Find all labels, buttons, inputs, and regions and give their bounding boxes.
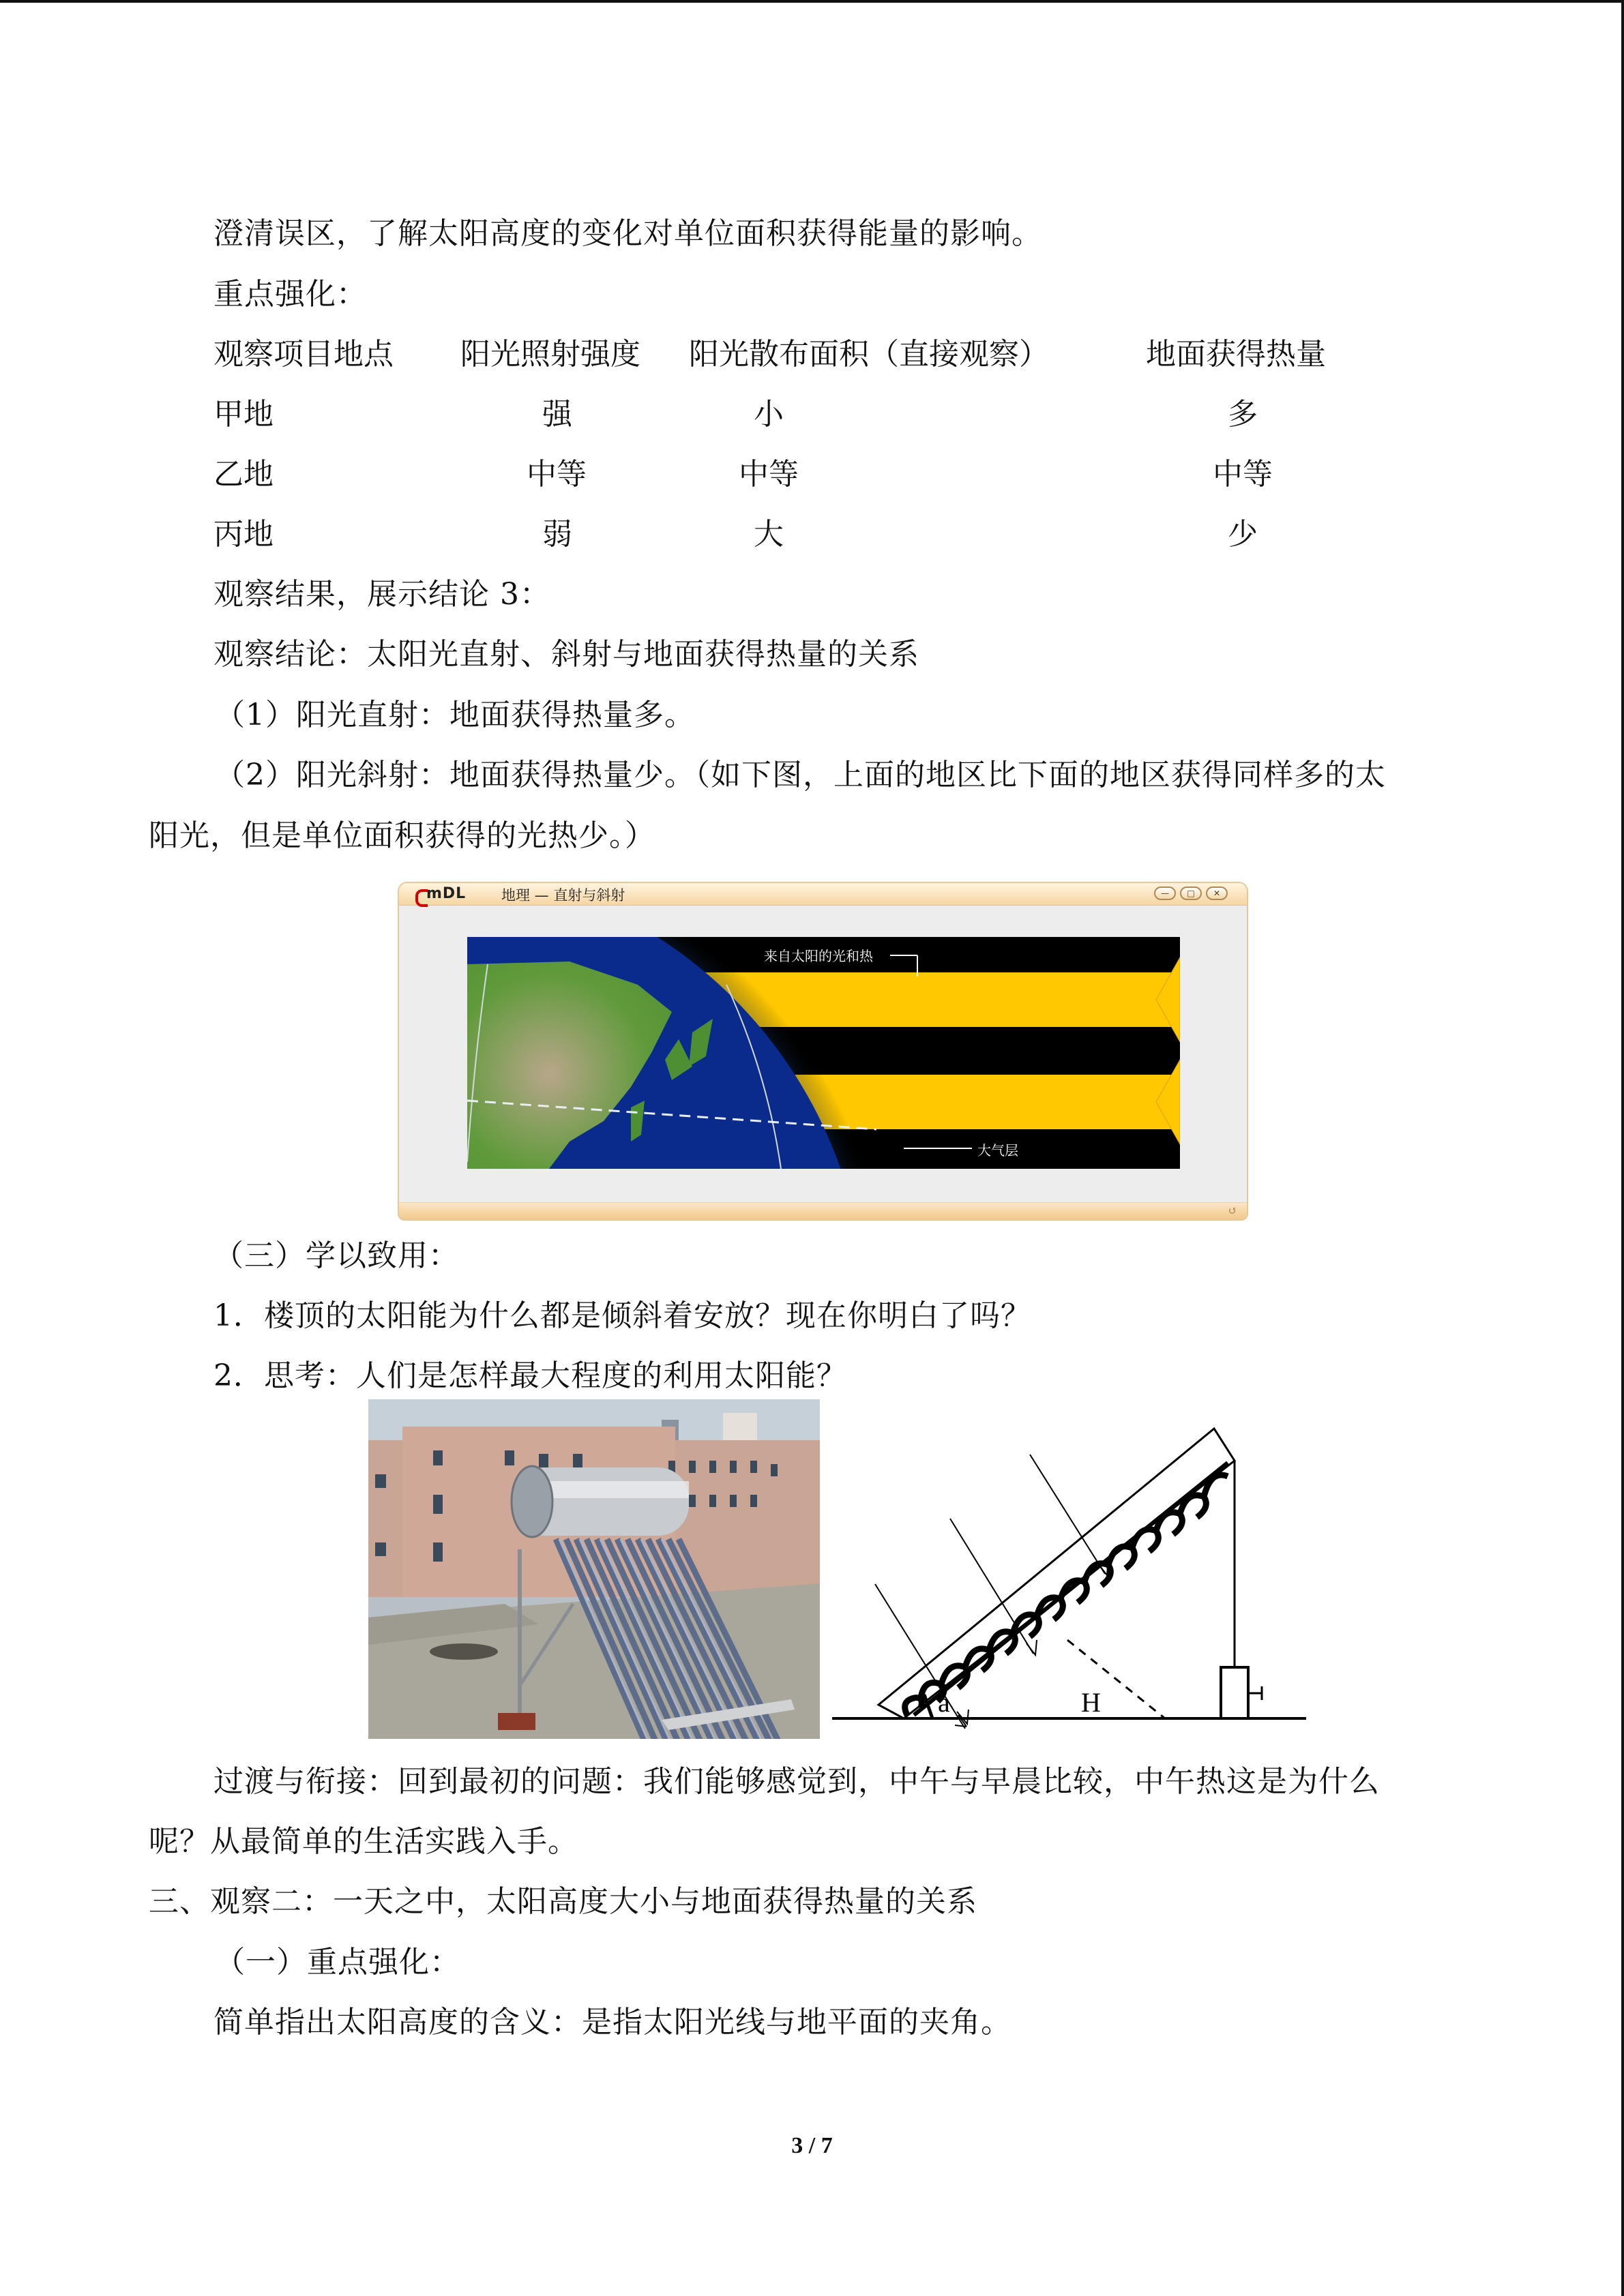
solar-water-heater-photo [368,1399,820,1739]
transition-line: 过渡与衔接：回到最初的问题：我们能够感觉到，中午与早晨比较，中午热这是为什么 [213,1764,1380,1799]
table-cell: 多 [1228,397,1258,432]
table-cell: 中等 [527,457,587,492]
close-icon: ✕ [1206,886,1228,900]
conclusion-line: 观察结论：太阳光直射、斜射与地面获得热量的关系 [213,637,919,672]
table-header: 观察项目地点 [213,337,394,372]
transition-line-cont: 呢？从最简单的生活实践入手。 [149,1824,578,1859]
point-oblique-cont: 阳光，但是单位面积获得的光热少。） [149,818,655,853]
table-header: 阳光照射强度 [460,337,640,372]
section-three-heading: 三、观察二：一天之中，太阳高度大小与地面获得热量的关系 [149,1884,977,1919]
point-oblique: （2）阳光斜射：地面获得热量少。（如下图，上面的地区比下面的地区获得同样多的太 [215,758,1386,792]
window-title: 地理 — 直射与斜射 [501,887,625,904]
page-number: 3 / 7 [791,2133,833,2158]
question-2: 2．思考：人们是怎样最大程度的利用太阳能？ [213,1358,847,1393]
definition-line: 简单指出太阳高度的含义：是指太阳光线与地平面的夹角。 [213,2005,1012,2040]
table-cell: 弱 [542,517,572,552]
table-header: 地面获得热量 [1146,337,1326,372]
sub-heading: （一）重点强化： [215,1945,460,1980]
solar-panel-angle-diagram [829,1415,1306,1729]
earth-sunlight-figure [467,937,1180,1169]
table-cell: 少 [1228,517,1258,552]
table-cell: 大 [754,517,784,552]
maximize-icon: □ [1180,886,1202,900]
angle-label: a [938,1687,950,1718]
window-titlebar [399,883,1247,906]
mdl-logo: mDL [426,885,467,902]
figure-window-screenshot [398,882,1248,1221]
label-sunlight: 来自太阳的光和热 [764,948,873,964]
table-header: 阳光散布面积（直接观察） [689,337,1049,372]
point-direct: （1）阳光直射：地面获得热量多。 [215,698,695,732]
table-cell: 丙地 [213,517,274,552]
label-atmosphere: 大气层 [977,1142,1018,1159]
page-border-right [1621,0,1624,2296]
earth-illustration [467,937,1180,1169]
intro-line: 澄清误区，了解太阳高度的变化对单位面积获得能量的影响。 [213,216,1042,251]
question-1: 1．楼顶的太阳能为什么都是倾斜着安放？现在你明白了吗？ [213,1298,1031,1333]
table-cell: 乙地 [213,457,274,492]
window-footer [399,1202,1247,1219]
return-icon: ↺ [1228,1204,1237,1217]
table-cell: 中等 [1213,457,1273,492]
height-label: H [1081,1687,1101,1718]
table-cell: 小 [754,397,784,432]
table-cell: 强 [542,397,572,432]
emphasis-heading: 重点强化： [213,277,367,312]
minimize-icon: — [1154,886,1176,900]
page-border-top [0,0,1624,3]
table-cell: 中等 [739,457,799,492]
result-line: 观察结果，展示结论 3： [213,577,550,612]
table-cell: 甲地 [213,397,274,432]
apply-heading: （三）学以致用： [213,1238,459,1273]
